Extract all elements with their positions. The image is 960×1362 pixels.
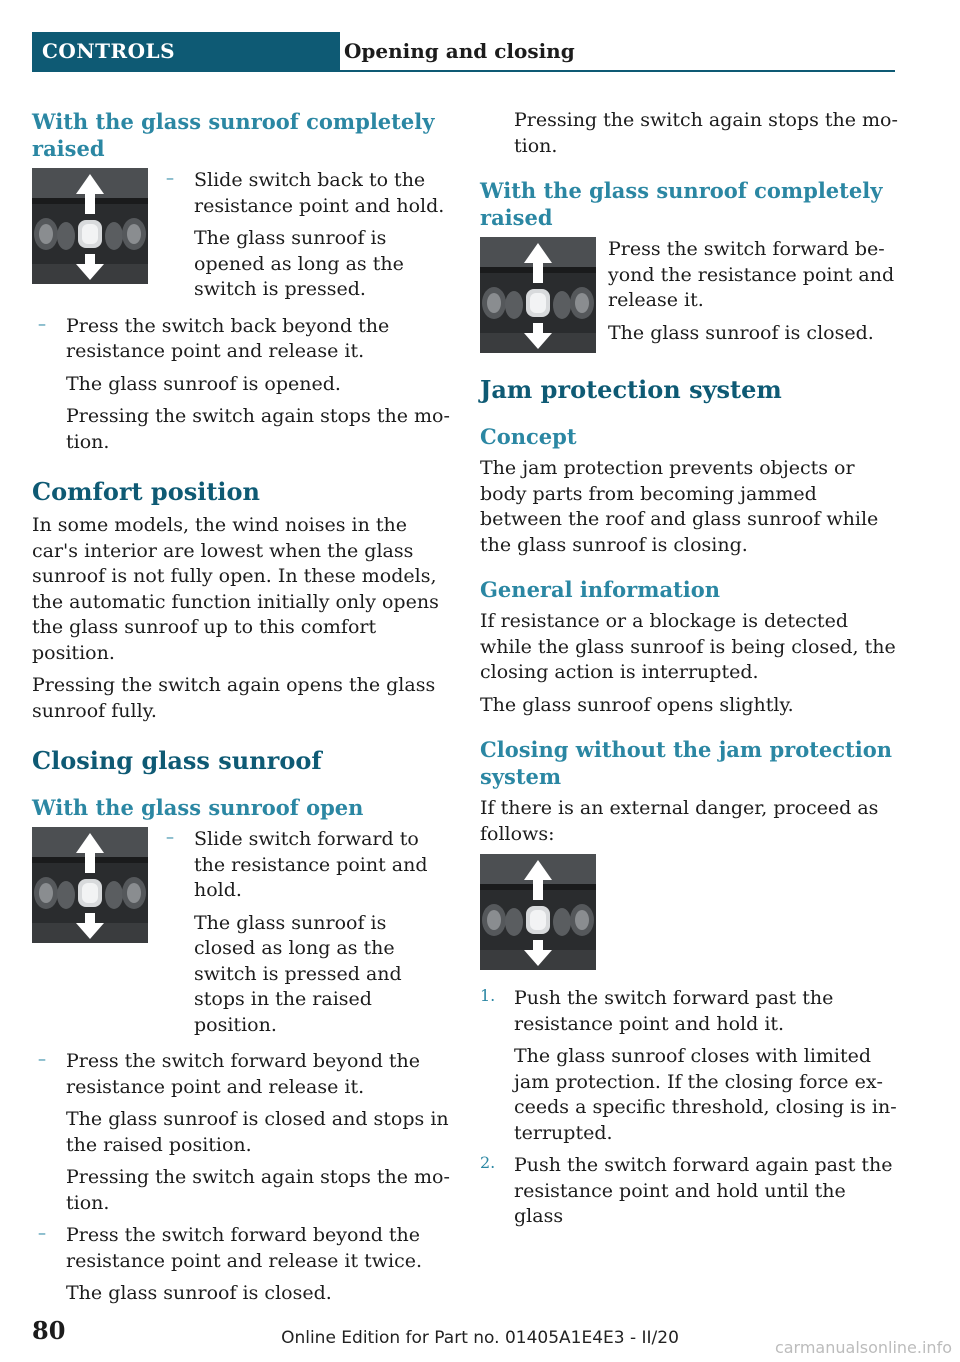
paragraph: If there is an external danger, proceed as follows:: [480, 797, 879, 845]
dash-bullet: –: [38, 1049, 46, 1068]
step-number: 1.: [480, 986, 496, 1005]
paragraph: If resistance or a blockage is detected while the glass sunroof is being closed, the closing action is interrupted.: [480, 610, 896, 683]
heading-closing: Closing glass sunroof: [32, 746, 322, 775]
paragraph: The glass sunroof opens slightly.: [480, 693, 794, 716]
figure-block: [32, 168, 450, 310]
list-item: – Slide switch forward to the resistance point and hold.: [166, 827, 428, 901]
heading-raised: With the glass sunroof completely raised: [480, 178, 883, 230]
paragraph: The jam protection prevents objects or body parts from becoming jammed between the roof and glass sunroof while the glass sunroof is closing.: [480, 457, 879, 556]
list-item: – Slide switch back to the resistance point and hold.: [166, 168, 445, 217]
step-number: 2.: [480, 1153, 496, 1172]
numbered-item: 2. Push the switch forward again past the resistance point and hold until the glass: [480, 1153, 893, 1227]
page-header: [32, 32, 895, 72]
paragraph: In some models, the wind noises in the car's interior are lowest when the glass sunroof is not fully open. In these models, the automatic function initially only opens the glass sunroof up to this comfort position.: [32, 514, 439, 664]
paragraph: The glass sunroof is closed.: [608, 321, 874, 344]
sunroof-switch-image: [32, 168, 148, 284]
figure-block: [32, 827, 450, 1045]
list-subtext: Pressing the switch again stops the motion.: [66, 1166, 450, 1214]
list-subtext: The glass sunroof is closed and stops in the raised position.: [66, 1108, 449, 1156]
sunroof-switch-image: [32, 827, 148, 943]
paragraph: Pressing the switch again opens the glass sunroof fully.: [32, 674, 436, 722]
heading-jam-protection: Jam protection system: [480, 375, 782, 404]
paragraph: Press the switch forward beyond the resistance point and release it.: [608, 238, 895, 311]
sunroof-switch-image: [480, 237, 596, 353]
left-column: [32, 108, 450, 1314]
heading-without-jam: Closing without the jam protection system: [480, 737, 893, 789]
right-column: [480, 108, 898, 1237]
chapter-title: Opening and closing: [344, 39, 575, 63]
list-subtext: Pressing the switch again stops the motion.: [514, 109, 898, 157]
numbered-item: 1. Push the switch forward past the resistance point and hold it.: [480, 986, 834, 1035]
edition-footer: Online Edition for Part no. 01405A1E4E3 - II/20: [281, 1328, 679, 1348]
list-subtext: The glass sunroof closes with limited jam protection. If the closing force exceeds a specific threshold, closing is interrupted.: [514, 1045, 897, 1144]
list-item: – Press the switch forward beyond the resistance point and release it twice.: [38, 1223, 423, 1272]
figure-block: [480, 854, 898, 970]
sunroof-switch-image: [480, 854, 596, 970]
page-number: 80: [32, 1316, 66, 1345]
list-subtext: The glass sunroof is closed as long as the switch is pressed and stops in the raised position.: [194, 911, 402, 1036]
heading-concept: Concept: [480, 424, 577, 449]
dash-bullet: –: [38, 1223, 46, 1242]
list-item: – Press the switch back beyond the resistance point and release it.: [38, 313, 390, 362]
dash-bullet: –: [166, 168, 174, 187]
heading-comfort: Comfort position: [32, 477, 260, 506]
list-subtext: Pressing the switch again stops the motion.: [66, 405, 450, 453]
dash-bullet: –: [38, 313, 46, 333]
dash-bullet: –: [166, 827, 174, 846]
heading-raised: With the glass sunroof completely raised: [32, 109, 435, 161]
list-subtext: The glass sunroof is closed.: [66, 1282, 332, 1304]
heading-general: General information: [480, 577, 721, 602]
list-subtext: The glass sunroof is opened.: [66, 372, 341, 395]
list-item: – Press the switch forward beyond the resistance point and release it.: [38, 1049, 421, 1098]
list-subtext: The glass sunroof is opened as long as the switch is pressed.: [194, 227, 404, 300]
figure-block: [480, 237, 898, 353]
watermark: carmanualsonline.info: [774, 1338, 952, 1357]
heading-open: With the glass sunroof open: [32, 795, 364, 820]
section-label: CONTROLS: [32, 32, 340, 70]
